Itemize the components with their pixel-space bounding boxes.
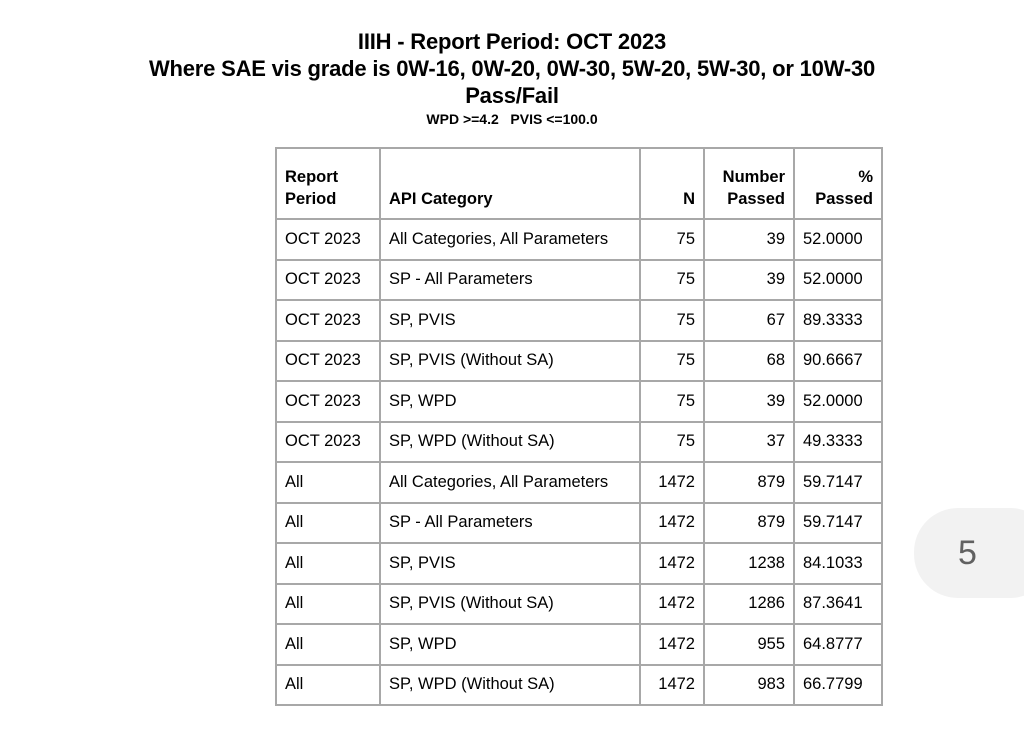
cell-api-category: SP, WPD bbox=[380, 381, 640, 422]
cell-api-category: All Categories, All Parameters bbox=[380, 219, 640, 260]
cell-report-period: OCT 2023 bbox=[276, 422, 380, 463]
cell-percent-passed: 89.3333 bbox=[794, 300, 882, 341]
cell-percent-passed: 90.6667 bbox=[794, 341, 882, 382]
cell-percent-passed: 52.0000 bbox=[794, 260, 882, 301]
cell-report-period: All bbox=[276, 503, 380, 544]
cell-percent-passed: 52.0000 bbox=[794, 381, 882, 422]
cell-api-category: SP, PVIS (Without SA) bbox=[380, 341, 640, 382]
cell-n: 75 bbox=[640, 300, 704, 341]
cell-number-passed: 879 bbox=[704, 503, 794, 544]
cell-n: 75 bbox=[640, 219, 704, 260]
table-row bbox=[276, 341, 882, 382]
cell-n: 1472 bbox=[640, 665, 704, 706]
cell-percent-passed: 59.7147 bbox=[794, 462, 882, 503]
cell-number-passed: 1238 bbox=[704, 543, 794, 584]
cell-api-category: SP, PVIS bbox=[380, 543, 640, 584]
cell-n: 1472 bbox=[640, 624, 704, 665]
cell-number-passed: 879 bbox=[704, 462, 794, 503]
table-row bbox=[276, 503, 882, 544]
table-row bbox=[276, 584, 882, 625]
cell-api-category: SP, WPD (Without SA) bbox=[380, 665, 640, 706]
cell-number-passed: 39 bbox=[704, 381, 794, 422]
cell-report-period: OCT 2023 bbox=[276, 341, 380, 382]
cell-n: 1472 bbox=[640, 462, 704, 503]
table-row bbox=[276, 381, 882, 422]
page-number-badge: 5 bbox=[914, 508, 1024, 598]
cell-report-period: All bbox=[276, 584, 380, 625]
cell-report-period: OCT 2023 bbox=[276, 219, 380, 260]
cell-percent-passed: 52.0000 bbox=[794, 219, 882, 260]
header-api-category: API Category bbox=[380, 148, 640, 219]
cell-api-category: SP - All Parameters bbox=[380, 503, 640, 544]
cell-n: 75 bbox=[640, 422, 704, 463]
cell-report-period: OCT 2023 bbox=[276, 300, 380, 341]
cell-percent-passed: 87.3641 bbox=[794, 584, 882, 625]
pass-fail-table bbox=[275, 147, 883, 706]
table-row bbox=[276, 219, 882, 260]
header-number-passed: Number Passed bbox=[704, 148, 794, 219]
cell-percent-passed: 84.1033 bbox=[794, 543, 882, 584]
cell-report-period: All bbox=[276, 665, 380, 706]
cell-percent-passed: 59.7147 bbox=[794, 503, 882, 544]
cell-percent-passed: 66.7799 bbox=[794, 665, 882, 706]
table-header-row bbox=[276, 148, 882, 219]
table-row bbox=[276, 462, 882, 503]
cell-percent-passed: 64.8777 bbox=[794, 624, 882, 665]
cell-api-category: SP, WPD bbox=[380, 624, 640, 665]
cell-number-passed: 955 bbox=[704, 624, 794, 665]
cell-report-period: OCT 2023 bbox=[276, 260, 380, 301]
cell-number-passed: 39 bbox=[704, 219, 794, 260]
cell-report-period: All bbox=[276, 543, 380, 584]
report-subtitle-grades: Where SAE vis grade is 0W-16, 0W-20, 0W-30, 5W-20, 5W-30, or 10W-30 bbox=[148, 56, 876, 81]
header-report-period: Report Period bbox=[276, 148, 380, 219]
table-row bbox=[276, 624, 882, 665]
cell-n: 1472 bbox=[640, 503, 704, 544]
cell-n: 75 bbox=[640, 341, 704, 382]
table-row bbox=[276, 543, 882, 584]
report-title: IIIH - Report Period: OCT 2023 bbox=[357, 29, 667, 54]
cell-number-passed: 983 bbox=[704, 665, 794, 706]
cell-n: 1472 bbox=[640, 543, 704, 584]
table-body bbox=[276, 219, 882, 705]
cell-api-category: All Categories, All Parameters bbox=[380, 462, 640, 503]
cell-number-passed: 37 bbox=[704, 422, 794, 463]
header-n: N bbox=[640, 148, 704, 219]
cell-report-period: All bbox=[276, 462, 380, 503]
table-row bbox=[276, 260, 882, 301]
report-criteria: WPD >=4.2 PVIS <=100.0 bbox=[426, 111, 598, 127]
header-percent-passed: % Passed bbox=[794, 148, 882, 219]
cell-api-category: SP, PVIS (Without SA) bbox=[380, 584, 640, 625]
cell-n: 1472 bbox=[640, 584, 704, 625]
cell-number-passed: 68 bbox=[704, 341, 794, 382]
report-subtitle-passfail: Pass/Fail bbox=[465, 83, 559, 108]
cell-number-passed: 1286 bbox=[704, 584, 794, 625]
report-titles bbox=[0, 28, 1024, 128]
cell-percent-passed: 49.3333 bbox=[794, 422, 882, 463]
cell-n: 75 bbox=[640, 260, 704, 301]
cell-number-passed: 39 bbox=[704, 260, 794, 301]
cell-api-category: SP, WPD (Without SA) bbox=[380, 422, 640, 463]
cell-report-period: OCT 2023 bbox=[276, 381, 380, 422]
table-row bbox=[276, 300, 882, 341]
table-row bbox=[276, 422, 882, 463]
cell-api-category: SP - All Parameters bbox=[380, 260, 640, 301]
cell-n: 75 bbox=[640, 381, 704, 422]
cell-number-passed: 67 bbox=[704, 300, 794, 341]
cell-report-period: All bbox=[276, 624, 380, 665]
cell-api-category: SP, PVIS bbox=[380, 300, 640, 341]
table-row bbox=[276, 665, 882, 706]
